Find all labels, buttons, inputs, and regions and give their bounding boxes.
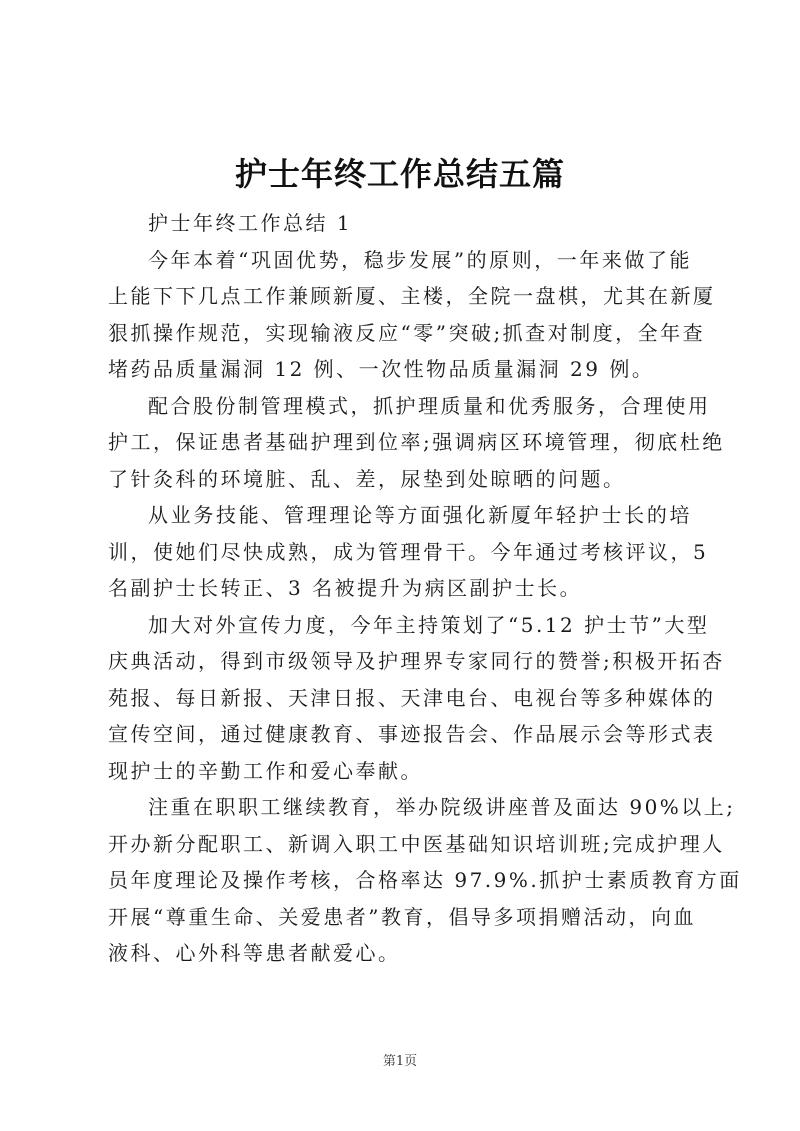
page-number: 第1页 <box>382 1054 418 1069</box>
text-line: 现护士的辛勤工作和爱心奉献。 <box>108 758 423 783</box>
text-line: 液科、心外科等患者献爱心。 <box>108 941 401 965</box>
text-line: 训，使她们尽快成熟，成为管理骨干。今年通过考核评议，5 <box>108 539 709 564</box>
text-line: 宣传空间，通过健康教育、事迹报告会、作品展示会等形式表 <box>108 722 716 746</box>
text-line: 苑报、每日新报、天津日报、天津电台、电视台等多种媒体的 <box>108 685 716 710</box>
text-line: 配合股份制管理模式，抓护理质量和优秀服务，合理使用 <box>148 393 711 418</box>
text-line: 护工，保证患者基础护理到位率;强调病区环境管理，彻底杜绝 <box>108 430 725 454</box>
text-line: 员年度理论及操作考核，合格率达 97.9%.抓护士素质教育方面 <box>108 868 742 892</box>
text-line: 名副护士长转正、3 名被提升为病区副护士长。 <box>108 576 583 600</box>
text-line: 开办新分配职工、新调入职工中医基础知识培训班;完成护理人 <box>108 831 725 856</box>
text-line: 了针灸科的环境脏、乱、差，尿垫到处晾晒的问题。 <box>108 466 626 491</box>
text-line: 上能下下几点工作兼顾新厦、主楼，全院一盘棋，尤其在新厦 <box>108 284 716 308</box>
text-line: 护士年终工作总结 1 <box>148 211 353 235</box>
text-line: 庆典活动，得到市级领导及护理界专家同行的赞誉;积极开拓杏 <box>108 649 725 673</box>
text-line: 注重在职职工继续教育，举办院级讲座普及面达 90%以上; <box>148 795 736 819</box>
text-line: 开展“尊重生命、关爱患者”教育，倡导多项捐赠活动，向血 <box>108 904 696 929</box>
text-line: 狠抓操作规范，实现输液反应“零”突破;抓查对制度，全年查 <box>108 320 706 345</box>
text-line: 堵药品质量漏洞 12 例、一次性物品质量漏洞 29 例。 <box>108 357 655 381</box>
document-body <box>108 205 742 972</box>
text-line: 今年本着“巩固优势，稳步发展”的原则，一年来做了能 <box>148 247 692 272</box>
document-title: 护士年终工作总结五篇 <box>234 155 565 193</box>
text-line: 加大对外宣传力度，今年主持策划了“5.12 护士节”大型 <box>148 612 710 637</box>
text-line: 从业务技能、管理理论等方面强化新厦年轻护士长的培 <box>148 503 692 527</box>
